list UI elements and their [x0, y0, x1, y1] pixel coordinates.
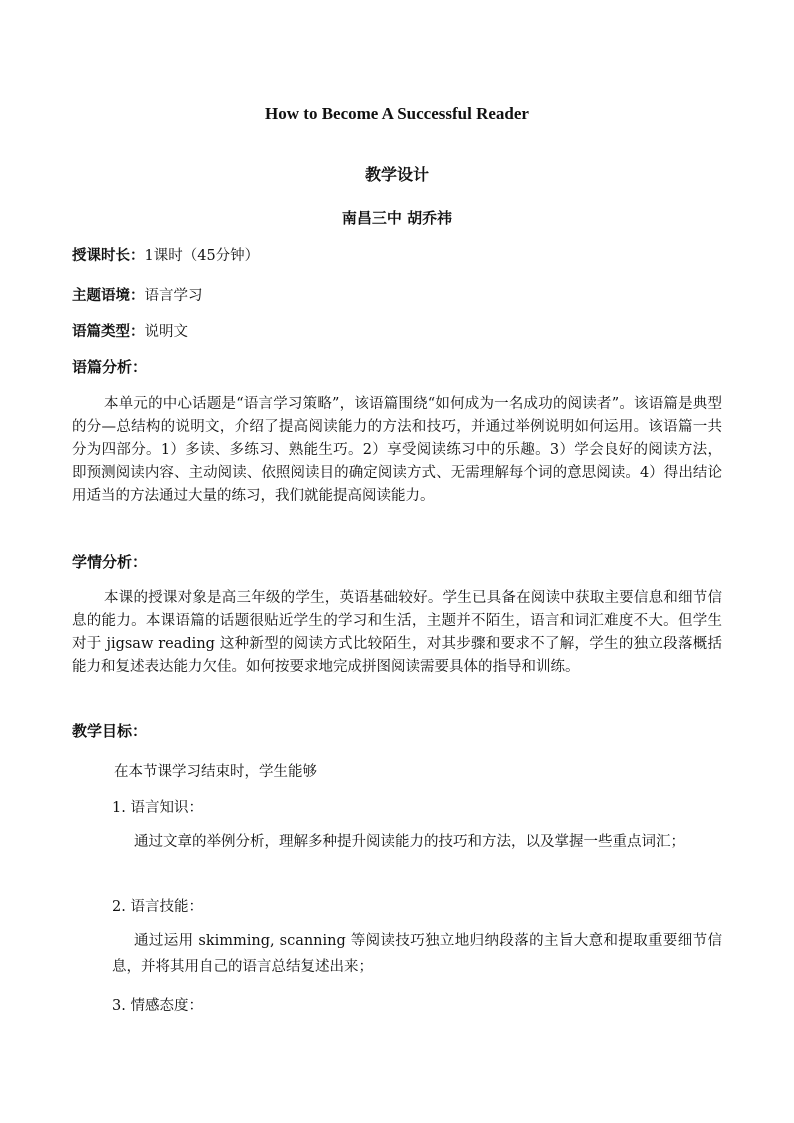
field-theme [72, 284, 203, 305]
section-heading-student-analysis: 学情分析： [72, 553, 148, 571]
document-author: 南昌三中 胡乔祎 [341, 209, 453, 227]
field-duration [72, 244, 259, 265]
document-title: How to Become A Successful Reader [265, 104, 529, 123]
section-heading-text-analysis: 语篇分析： [72, 358, 148, 376]
field-text-type [72, 320, 188, 341]
objective-body-2: 通过运用 skimming, scanning 等阅读技巧独立地归纳段落的主旨大意和提取重要细节信息，并将其用自己的语言总结复述出来； [112, 933, 722, 975]
field-value: 1课时（45分钟） [144, 248, 260, 264]
document-subtitle: 教学设计 [364, 165, 429, 184]
section-heading-objectives: 教学目标： [72, 722, 148, 740]
objective-body-1: 通过文章的举例分析，理解多种提升阅读能力的技巧和方法，以及掌握一些重点词汇； [134, 834, 685, 850]
objectives-intro: 在本节课学习结束时，学生能够 [114, 764, 317, 780]
field-value: 语言学习 [144, 288, 203, 304]
field-value: 说明文 [144, 324, 188, 340]
field-label: 授课时长： [72, 247, 145, 264]
objective-label-3: 3. 情感态度： [112, 998, 203, 1014]
objective-label-2: 2. 语言技能： [112, 899, 203, 915]
section-body-student-analysis: 本课的授课对象是高三年级的学生，英语基础较好。学生已具备在阅读中获取主要信息和细节信息的能力。本课语篇的话题很贴近学生的学习和生活，主题并不陌生，语言和词汇难度不大。但学生对于 jigsaw reading 这种新型的阅读方式比较陌生，对其步骤和要求不了解，学生的独立段落概括能力和复述表达能力欠佳。如何按要求地完成拼图阅读需要具体的指导和训练。 [72, 590, 722, 675]
field-label: 主题语境： [72, 287, 145, 304]
field-label: 语篇类型： [72, 323, 145, 340]
objective-label-1: 1. 语言知识： [112, 800, 203, 816]
section-body-text-analysis: 本单元的中心话题是“语言学习策略”，该语篇围绕“如何成为一名成功的阅读者”。该语篇是典型的分—总结构的说明文，介绍了提高阅读能力的方法和技巧，并通过举例说明如何运用。该语篇一共分为四部分。1）多读、多练习、熟能生巧。2）享受阅读练习中的乐趣。3）学会良好的阅读方法，即预测阅读内容、主动阅读、依照阅读目的确定阅读方式、无需理解每个词的意思阅读。4）得出结论用适当的方法通过大量的练习，我们就能提高阅读能力。 [72, 396, 722, 504]
